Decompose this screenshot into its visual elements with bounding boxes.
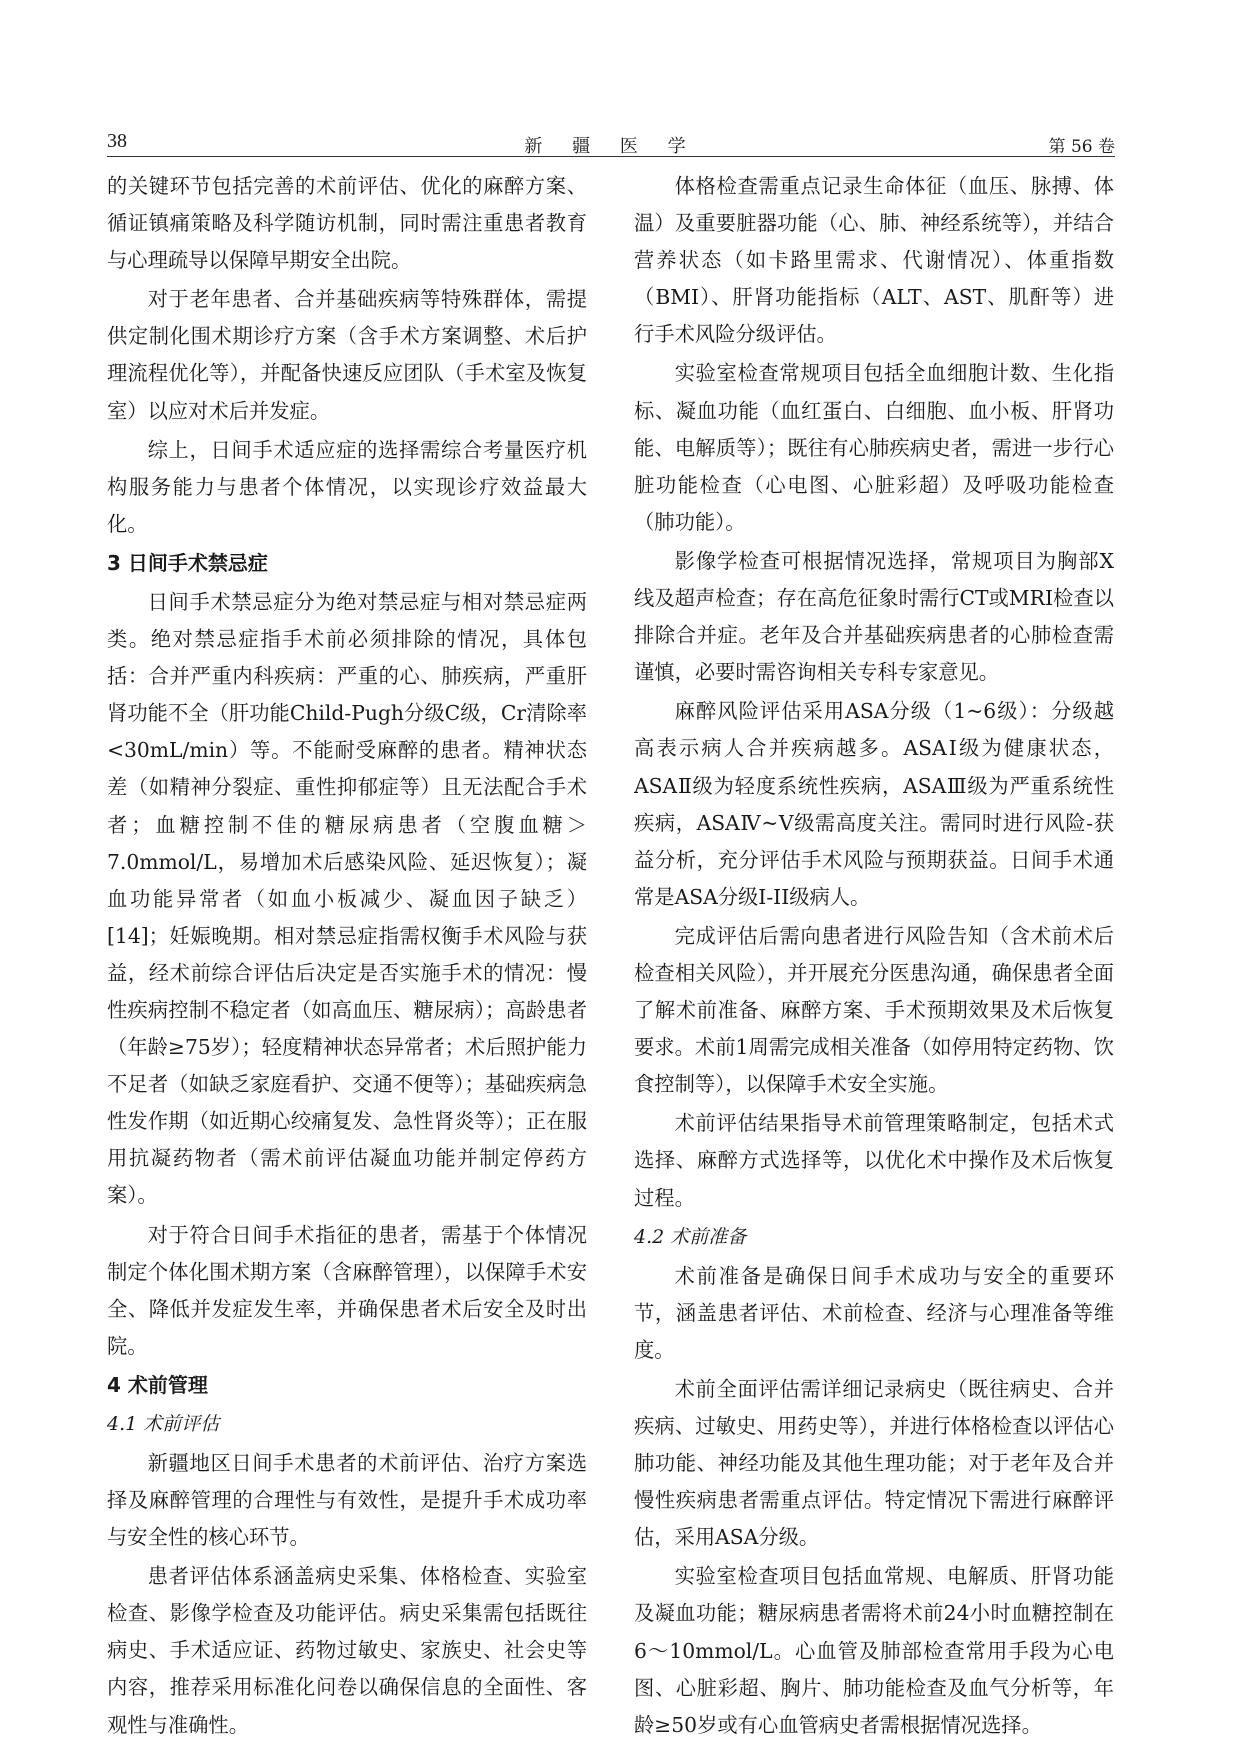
running-header: [107, 126, 1115, 157]
paragraph: 的关键环节包括完善的术前评估、优化的麻醉方案、循证镇痛策略及科学随访机制，同时需注重患者教育与心理疏导以保障早期安全出院。: [107, 174, 587, 273]
paragraph: 术前全面评估需详细记录病史（既往病史、合并疾病、过敏史、用药史等），并进行体格检查以评估心肺功能、神经功能及其他生理功能；对于老年及合并慢性疾病患者需重点评估。特定情况下需进行麻醉评估，采用ASA分级。: [634, 1376, 1114, 1550]
left-column: [107, 168, 587, 1746]
paragraph: 患者评估体系涵盖病史采集、体格检查、实验室检查、影像学检查及功能评估。病史采集需包括既往病史、手术适应证、药物过敏史、家族史、社会史等内容，推荐采用标准化问卷以确保信息的全面性、客观性与准确性。: [107, 1564, 587, 1737]
paragraph: 实验室检查常规项目包括全血细胞计数、生化指标、凝血功能（血红蛋白、白细胞、血小板、肝肾功能、电解质等）；既往有心肺疾病史者，需进一步行心脏功能检查（心电图、心脏彩超）及呼吸功能检查（肺功能）。: [634, 361, 1114, 534]
paragraph: 新疆地区日间手术患者的术前评估、治疗方案选择及麻醉管理的合理性与有效性，是提升手术成功率与安全性的核心环节。: [107, 1450, 587, 1550]
paragraph: 体格检查需重点记录生命体征（血压、脉搏、体温）及重要脏器功能（心、肺、神经系统等），并结合营养状态（如卡路里需求、代谢情况）、体重指数（BMI）、肝肾功能指标（ALT、AST、肌酐等）进行手术风险分级评估。: [634, 174, 1114, 347]
subsection-heading: 4.1 术前评估: [107, 1412, 220, 1435]
paragraph: 术前评估结果指导术前管理策略制定，包括术式选择、麻醉方式选择等，以优化术中操作及术后恢复过程。: [634, 1111, 1114, 1210]
subsection-heading: 4.2 术前准备: [634, 1225, 747, 1248]
paragraph: 实验室检查项目包括血常规、电解质、肝肾功能及凝血功能；糖尿病患者需将术前24小时血糖控制在6～10mmol/L。心血管及肺部检查常用手段为心电图、心脏彩超、胸片、肺功能检查及血气分析等，年龄≥50岁或有心血管病史者需根据情况选择。: [634, 1564, 1114, 1737]
journal-title: 新 疆 医 学: [524, 136, 698, 157]
section-heading: 3 日间手术禁忌症: [107, 550, 268, 575]
paragraph: 日间手术禁忌症分为绝对禁忌症与相对禁忌症两类。绝对禁忌症指手术前必须排除的情况，具体包括：合并严重内科疾病：严重的心、肺疾病，严重肝肾功能不全（肝功能Child-Pugh分级C级，Cr清除率<30mL/min）等。不能耐受麻醉的患者。精神状态差（如精神分裂症、重性抑郁症等）且无法配合手术者；血糖控制不佳的糖尿病患者（空腹血糖＞7.0mmol/L，易增加术后感染风险、延迟恢复）；凝血功能异常者（如血小板减少、凝血因子缺乏）[14]；妊娠晚期。相对禁忌症指需权衡手术风险与获益，经术前综合评估后决定是否实施手术的情况：慢性疾病控制不稳定者（如高血压、糖尿病）；高龄患者（年龄≥75岁）；轻度精神状态异常者；术后照护能力不足者（如缺乏家庭看护、交通不便等）；基础疾病急性发作期（如近期心绞痛复发、急性肾炎等）；正在服用抗凝药物者（需术前评估凝血功能并制定停药方案）。: [107, 589, 587, 1208]
section-heading: 4 术前管理: [107, 1372, 208, 1397]
paragraph: 对于符合日间手术指征的患者，需基于个体情况制定个体化围术期方案（含麻醉管理），以保障手术安全、降低并发症发生率，并确保患者术后安全及时出院。: [107, 1222, 587, 1358]
paragraph: 麻醉风险评估采用ASA分级（1~6级）：分级越高表示病人合并疾病越多。ASAⅠ级为健康状态，ASAⅡ级为轻度系统性疾病，ASAⅢ级为严重系统性疾病，ASAⅣ~Ⅴ级需高度关注。需同时进行风险-获益分析，充分评估手术风险与预期获益。日间手术通常是ASA分级I-II级病人。: [634, 699, 1114, 909]
paragraph: 对于老年患者、合并基础疾病等特殊群体，需提供定制化围术期诊疗方案（含手术方案调整、术后护理流程优化等），并配备快速反应团队（手术室及恢复室）以应对术后并发症。: [107, 287, 587, 423]
paragraph: 术前准备是确保日间手术成功与安全的重要环节，涵盖患者评估、术前检查、经济与心理准备等维度。: [634, 1263, 1114, 1362]
paragraph: 综上，日间手术适应症的选择需综合考量医疗机构服务能力与患者个体情况，以实现诊疗效益最大化。: [107, 437, 587, 536]
right-column: [634, 168, 1114, 1746]
paragraph: 影像学检查可根据情况选择，常规项目为胸部X线及超声检查；存在高危征象时需行CT或MRI检查以排除合并症。老年及合并基础疾病患者的心肺检查需谨慎，必要时需咨询相关专科专家意见。: [634, 548, 1114, 685]
volume-label: 第 56 卷: [1048, 137, 1115, 157]
paragraph: 完成评估后需向患者进行风险告知（含术前术后检查相关风险），并开展充分医患沟通，确保患者全面了解术前准备、麻醉方案、手术预期效果及术后恢复要求。术前1周需完成相关准备（如停用特定药物、饮食控制等），以保障手术安全实施。: [634, 923, 1114, 1097]
page-number: 38: [107, 130, 127, 152]
